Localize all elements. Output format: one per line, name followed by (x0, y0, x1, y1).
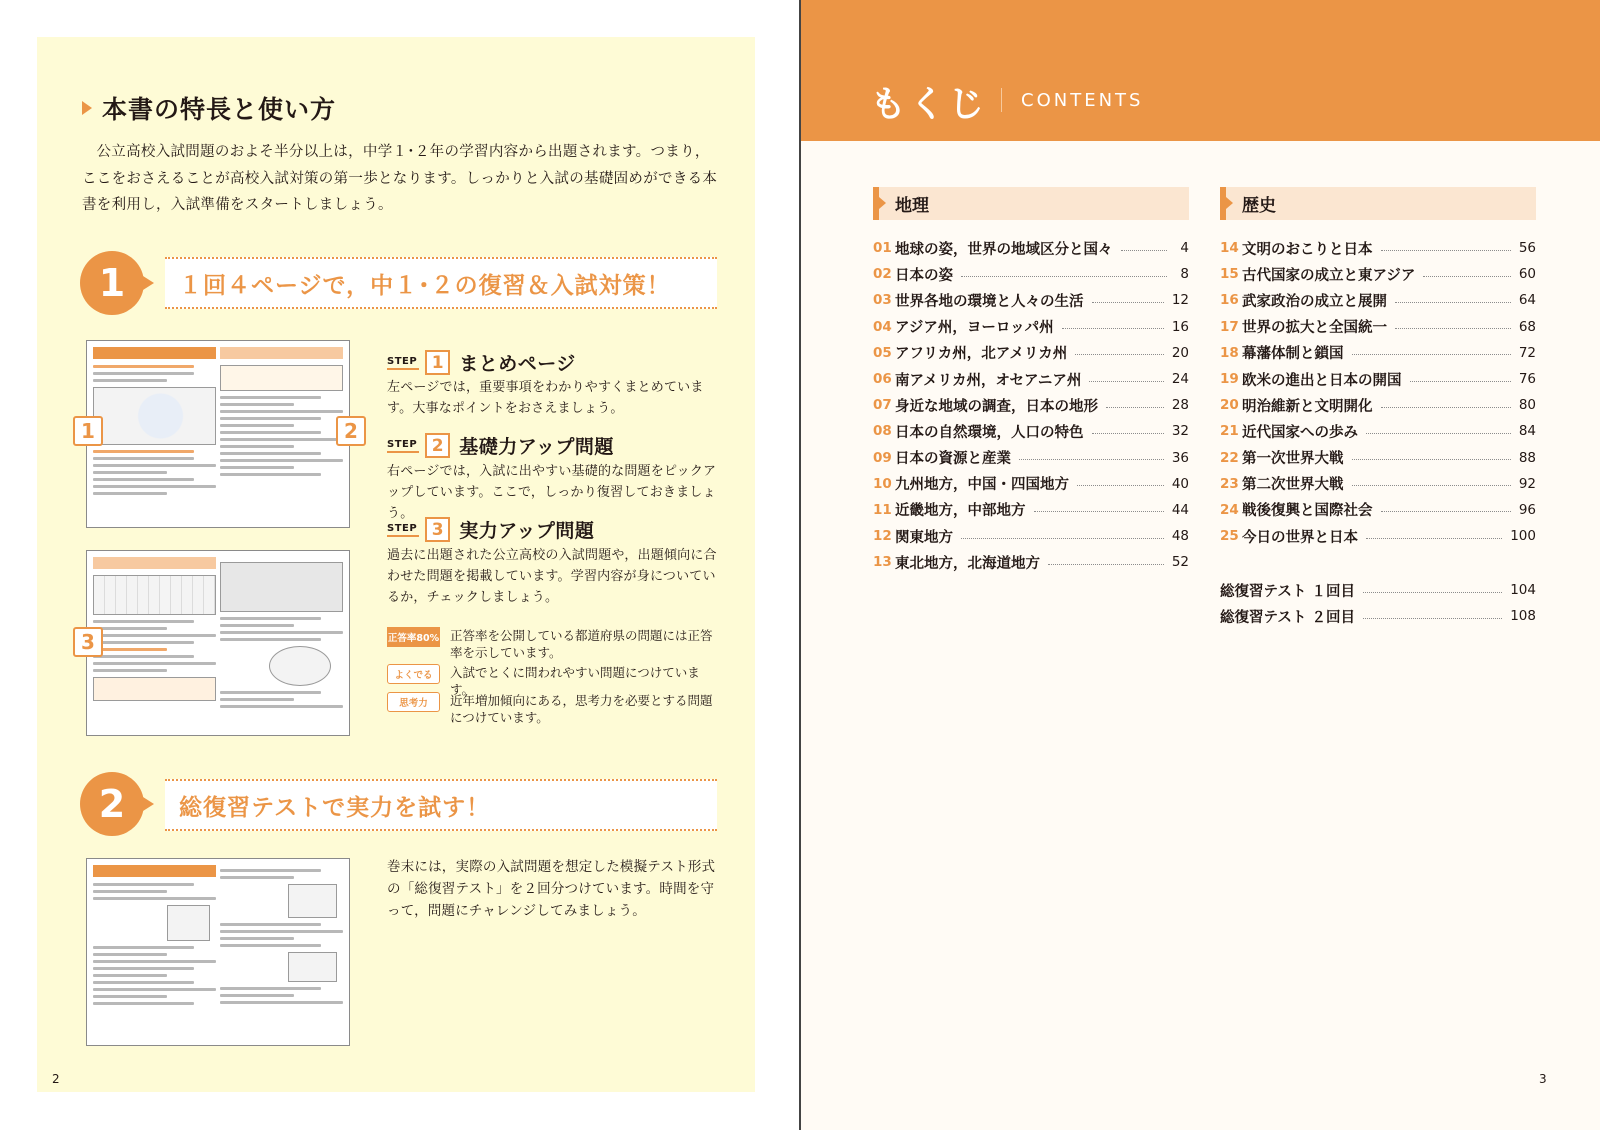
toc-entry (873, 523, 1189, 549)
toc-leader-dots (961, 538, 1164, 539)
step-3-description: 過去に出題された公立高校の入試問題や，出題傾向に合わせた問題を掲載しています。学習内容が身についているか，チェックしましょう。 (387, 548, 717, 605)
toc-entry-number: 08 (873, 423, 892, 440)
toc-leader-dots (1381, 407, 1511, 408)
geography-toc-list (873, 235, 1189, 575)
step-1 (387, 349, 576, 376)
toc-entry-page: 16 (1171, 318, 1189, 335)
toc-entry-number: 09 (873, 449, 892, 466)
toc-entry (1220, 497, 1536, 523)
toc-entry-title: 日本の自然環境，人口の特色 (895, 424, 1084, 441)
toc-entry-number: 23 (1220, 475, 1239, 492)
toc-entry-number: 02 (873, 266, 892, 283)
step-2-number: 2 (425, 433, 450, 458)
toc-entry-page: 92 (1518, 475, 1536, 492)
legend-thinking (387, 692, 720, 726)
toc-leader-dots (1092, 433, 1164, 434)
toc-entry (873, 287, 1189, 313)
legend-correct-rate (387, 627, 720, 661)
step-2 (387, 432, 614, 459)
toc-entry-page: 44 (1171, 501, 1189, 518)
toc-entry-title: 日本の資源と産業 (895, 451, 1011, 468)
toc-entry-page: 40 (1171, 475, 1189, 492)
step-2-tag: STEP (387, 439, 419, 453)
toc-entry-number: 12 (873, 528, 892, 545)
toc-entry (873, 366, 1189, 392)
header-separator (1001, 88, 1002, 112)
toc-entry-number: 07 (873, 397, 892, 414)
toc-entry-page: 24 (1171, 371, 1189, 388)
toc-leader-dots (1048, 564, 1164, 565)
thinking-badge-icon: 思考力 (387, 692, 440, 712)
toc-leader-dots (1034, 511, 1164, 512)
toc-leader-dots (1381, 250, 1511, 251)
section-2-description: 巻末には，実際の入試問題を想定した模擬テスト形式の「総復習テスト」を２回分つけています。時間を守って，問題にチャレンジしてみましょう。 (387, 859, 716, 919)
toc-leader-dots (1352, 485, 1511, 486)
toc-entry-title: 総復習テスト １回目 (1220, 583, 1355, 600)
toc-leader-dots (1366, 433, 1511, 434)
toc-entry (1220, 314, 1536, 340)
toc-entry (873, 261, 1189, 287)
contents-subtitle: CONTENTS (1021, 90, 1144, 111)
toc-entry-page: 68 (1518, 318, 1536, 335)
toc-leader-dots (961, 276, 1167, 277)
intro-title (82, 90, 336, 126)
toc-leader-dots (1062, 328, 1164, 329)
toc-leader-dots (1381, 511, 1511, 512)
toc-entry-page: 12 (1171, 292, 1189, 309)
intro-text: 公立高校入試問題のおよそ半分以上は，中学１･２年の学習内容から出題されます。つまり，ここをおさえることが高校入試対策の第一歩となります。しっかりと入試の基礎固めができる本書を利用し，入試準備をスタートしましょう。 (82, 144, 718, 213)
callout-1: 1 (73, 416, 103, 446)
section-1-number: 1 (80, 251, 144, 315)
toc-entry (1220, 235, 1536, 261)
toc-entry-title: 第二次世界大戦 (1242, 477, 1344, 494)
toc-entry-title: 戦後復興と国際社会 (1242, 503, 1373, 520)
step-3-title: 実力アップ問題 (459, 520, 595, 542)
toc-leader-dots (1410, 381, 1511, 382)
section-2-title: 総復習テストで実力を試す！ (165, 779, 717, 831)
toc-entry-title: 総復習テスト ２回目 (1220, 609, 1355, 626)
thinking-text: 近年増加傾向にある，思考力を必要とする問題につけています。 (450, 693, 713, 725)
toc-entry-number: 13 (873, 554, 892, 571)
toc-entry-page: 108 (1510, 608, 1536, 625)
toc-entry-number: 16 (1220, 292, 1239, 309)
toc-entry-title: 東北地方，北海道地方 (895, 555, 1040, 572)
toc-entry-title: 武家政治の成立と展開 (1242, 293, 1387, 310)
toc-leader-dots (1077, 485, 1164, 486)
toc-leader-dots (1352, 459, 1511, 460)
step-2-description: 右ページでは，入試に出やすい基礎的な問題をピックアップしています。ここで，しっかり復習しておきましょう。 (387, 464, 717, 521)
step-1-number: 1 (425, 350, 450, 375)
step-1-tag: STEP (387, 356, 419, 370)
toc-entry (873, 235, 1189, 261)
toc-entry-number: 14 (1220, 240, 1239, 257)
toc-entry (1220, 471, 1536, 497)
correct-rate-badge: 正答率80% (387, 627, 440, 647)
correct-rate-text: 正答率を公開している都道府県の問題には正答率を示しています。 (450, 628, 713, 660)
step-2-title: 基礎力アップ問題 (459, 436, 614, 458)
toc-entry (873, 549, 1189, 575)
toc-entry-number: 10 (873, 475, 892, 492)
geography-heading: 地理 (873, 187, 1189, 220)
frequent-badge-icon: よくでる (387, 664, 440, 684)
toc-leader-dots (1075, 354, 1164, 355)
toc-entry-number: 18 (1220, 344, 1239, 361)
toc-entry-number: 19 (1220, 371, 1239, 388)
toc-entry-title: 日本の姿 (895, 267, 953, 284)
toc-leader-dots (1019, 459, 1164, 460)
triangle-bullet-icon (82, 101, 92, 115)
toc-entry-title: 幕藩体制と鎖国 (1242, 346, 1344, 363)
right-page (801, 0, 1600, 1130)
history-toc-list (1220, 235, 1536, 549)
toc-leader-dots (1092, 302, 1164, 303)
toc-entry-page: 80 (1518, 397, 1536, 414)
step-1-title: まとめページ (459, 353, 576, 375)
toc-leader-dots (1363, 618, 1502, 619)
toc-entry-number: 03 (873, 292, 892, 309)
toc-entry-title: 第一次世界大戦 (1242, 451, 1344, 468)
toc-entry-number: 06 (873, 371, 892, 388)
toc-entry-title: 欧米の進出と日本の開国 (1242, 372, 1402, 389)
toc-entry-title: 南アメリカ州，オセアニア州 (895, 372, 1082, 389)
toc-entry-title: 九州地方，中国・四国地方 (895, 477, 1069, 494)
toc-entry-number: 20 (1220, 397, 1239, 414)
right-page-number: 3 (1539, 1072, 1547, 1086)
toc-entry-page: 56 (1518, 240, 1536, 257)
toc-entry-number: 22 (1220, 449, 1239, 466)
toc-entry (1220, 366, 1536, 392)
toc-entry (1220, 340, 1536, 366)
toc-entry-number: 21 (1220, 423, 1239, 440)
toc-leader-dots (1395, 328, 1511, 329)
toc-entry-title: 文明のおこりと日本 (1242, 241, 1373, 258)
toc-entry (1220, 418, 1536, 444)
toc-entry-title: 関東地方 (895, 529, 953, 546)
toc-entry (1220, 577, 1536, 603)
frequent-text: 入試でとくに問われやすい問題につけています。 (450, 665, 700, 697)
step-3 (387, 516, 594, 543)
toc-entry (1220, 392, 1536, 418)
toc-entry-title: 近代国家への歩み (1242, 424, 1358, 441)
toc-entry-page: 60 (1518, 266, 1536, 283)
toc-entry-title: 明治維新と文明開化 (1242, 398, 1373, 415)
toc-entry-page: 28 (1171, 397, 1189, 414)
toc-entry (1220, 287, 1536, 313)
toc-entry-page: 88 (1518, 449, 1536, 466)
callout-3: 3 (73, 627, 103, 657)
toc-entry-number: 11 (873, 501, 892, 518)
toc-leader-dots (1121, 250, 1168, 251)
toc-entry-page: 64 (1518, 292, 1536, 309)
toc-entry-title: 地球の姿，世界の地域区分と国々 (895, 241, 1113, 258)
section-2-number: 2 (80, 772, 144, 836)
left-page-number: 2 (52, 1072, 60, 1086)
toc-entry-title: 世界各地の環境と人々の生活 (895, 293, 1084, 310)
toc-entry (873, 340, 1189, 366)
review-test-toc-list (1220, 577, 1536, 629)
toc-entry-page: 20 (1171, 344, 1189, 361)
toc-entry (1220, 445, 1536, 471)
toc-entry-page: 72 (1518, 344, 1536, 361)
sample-page-test-thumbnail (86, 858, 350, 1046)
toc-entry-title: 世界の拡大と全国統一 (1242, 320, 1387, 337)
toc-entry-number: 17 (1220, 318, 1239, 335)
toc-entry (1220, 603, 1536, 629)
section-1-title: １回４ページで，中１･２の復習＆入試対策！ (165, 257, 717, 309)
sample-page-practice-thumbnail (86, 550, 350, 736)
toc-entry-number: 01 (873, 240, 892, 257)
toc-leader-dots (1089, 381, 1163, 382)
toc-entry (873, 497, 1189, 523)
toc-entry-title: 古代国家の成立と東アジア (1242, 267, 1416, 284)
toc-leader-dots (1395, 302, 1511, 303)
toc-entry-title: アフリカ州，北アメリカ州 (895, 346, 1068, 363)
toc-entry-page: 52 (1171, 554, 1189, 571)
toc-entry (1220, 523, 1536, 549)
toc-entry (873, 392, 1189, 418)
toc-entry-page: 84 (1518, 423, 1536, 440)
toc-leader-dots (1366, 538, 1502, 539)
toc-entry-page: 32 (1171, 423, 1189, 440)
step-3-tag: STEP (387, 523, 419, 537)
toc-entry-page: 48 (1171, 528, 1189, 545)
toc-entry-number: 15 (1220, 266, 1239, 283)
toc-entry (873, 314, 1189, 340)
toc-entry-title: 身近な地域の調査，日本の地形 (895, 398, 1098, 415)
toc-entry-page: 36 (1171, 449, 1189, 466)
toc-leader-dots (1106, 407, 1164, 408)
toc-leader-dots (1423, 276, 1510, 277)
contents-header (801, 0, 1600, 141)
toc-entry-page: 76 (1518, 371, 1536, 388)
step-1-description: 左ページでは，重要事項をわかりやすくまとめています。大事なポイントをおさえましょう。 (387, 380, 704, 416)
toc-entry-title: 今日の世界と日本 (1242, 529, 1358, 546)
step-3-number: 3 (425, 517, 450, 542)
toc-entry-title: アジア州，ヨーロッパ州 (895, 320, 1054, 337)
toc-entry (1220, 261, 1536, 287)
toc-entry (873, 418, 1189, 444)
toc-entry-number: 04 (873, 318, 892, 335)
toc-entry-number: 25 (1220, 528, 1239, 545)
history-heading: 歴史 (1220, 187, 1536, 220)
toc-entry (873, 471, 1189, 497)
toc-leader-dots (1352, 354, 1511, 355)
toc-entry-title: 近畿地方，中部地方 (895, 503, 1026, 520)
toc-entry-page: 104 (1510, 582, 1536, 599)
toc-entry-number: 24 (1220, 501, 1239, 518)
callout-2: 2 (336, 416, 366, 446)
intro-title-text: 本書の特長と使い方 (102, 95, 337, 124)
contents-title: もくじ (870, 84, 988, 125)
toc-entry (873, 445, 1189, 471)
toc-entry-page: 96 (1518, 501, 1536, 518)
toc-entry-page: 4 (1180, 240, 1189, 257)
toc-entry-number: 05 (873, 344, 892, 361)
toc-entry-page: 100 (1510, 528, 1536, 545)
sample-page-summary-thumbnail (86, 340, 350, 528)
toc-entry-page: 8 (1180, 266, 1189, 283)
toc-leader-dots (1363, 592, 1502, 593)
